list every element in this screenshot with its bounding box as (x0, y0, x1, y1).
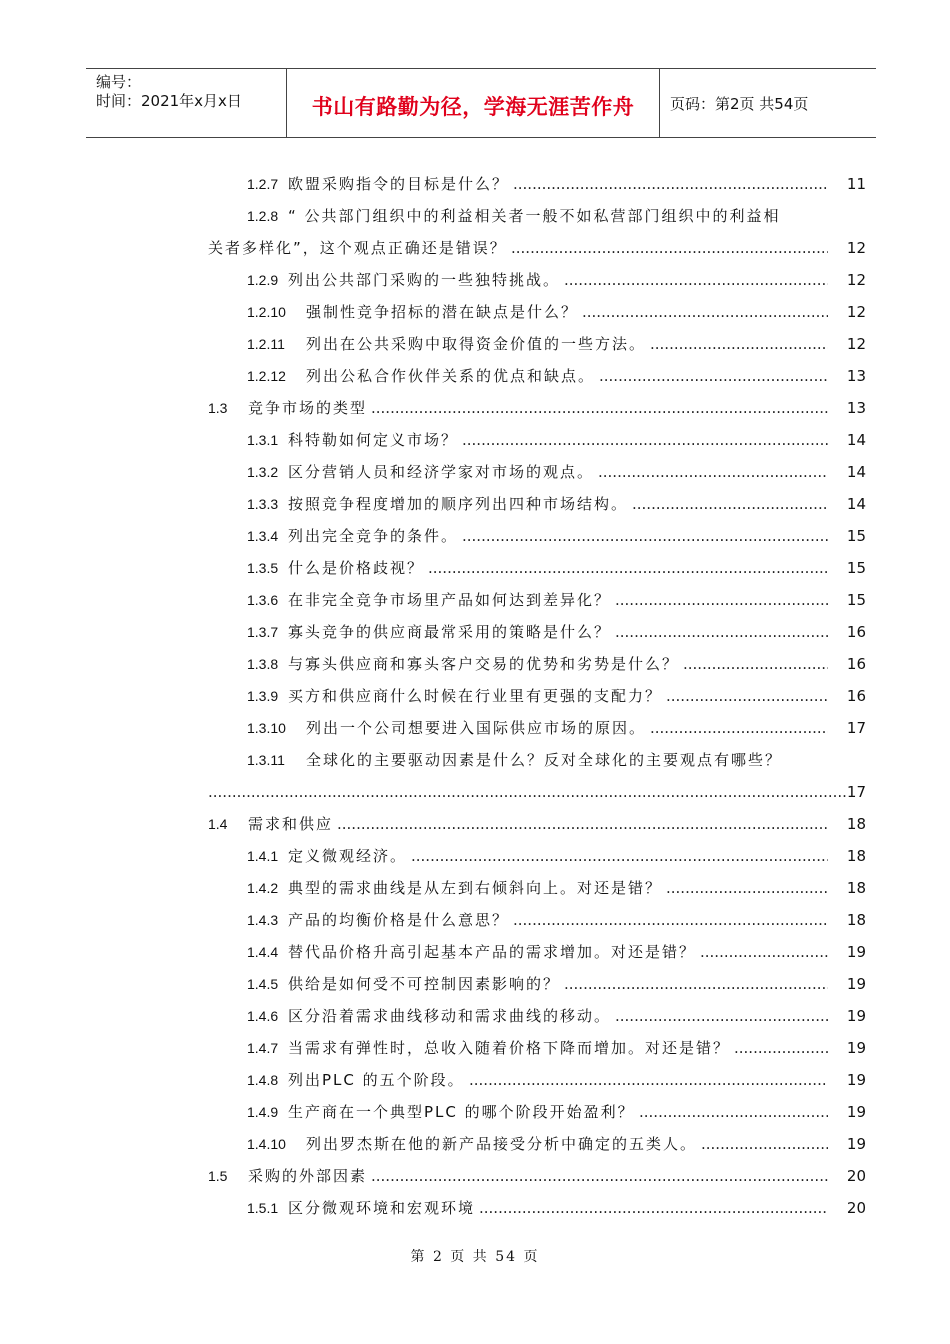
toc-entry[interactable] (0, 204, 950, 228)
toc-entry-number: 1.4.7 (247, 1040, 279, 1056)
toc-entry[interactable] (0, 1100, 950, 1124)
toc-entry[interactable] (0, 844, 950, 868)
toc-leader-dots (650, 716, 828, 740)
toc-entry[interactable] (0, 940, 950, 964)
toc-entry-title: 与寡头供应商和寡头客户交易的优势和劣势是什么？ (288, 655, 680, 673)
toc-entry-number: 1.4.10 (247, 1136, 286, 1152)
toc-entry-title: 列出公共部门采购的一些独特挑战。 (288, 271, 561, 289)
toc-leader-dots (428, 556, 828, 580)
toc-entry[interactable] (0, 620, 950, 644)
toc-entry-page: 19 (846, 1103, 866, 1121)
toc-entry-page: 15 (846, 559, 866, 577)
toc-entry[interactable] (0, 1196, 950, 1220)
toc-entry[interactable] (0, 1036, 950, 1060)
page-footer: 第 2 页 共 54 页 (410, 1249, 540, 1265)
toc-entry-number: 1.4.1 (247, 848, 279, 864)
toc-entry[interactable] (0, 300, 950, 324)
toc-entry[interactable] (0, 908, 950, 932)
toc-leader-dots (371, 396, 828, 420)
toc-entry-number: 1.3.8 (247, 656, 279, 672)
toc-entry-number: 1.3.10 (247, 720, 286, 736)
toc-entry-page: 13 (846, 367, 866, 385)
toc-entry[interactable] (0, 588, 950, 612)
toc-leader-dots (479, 1196, 828, 1220)
page-code: 页码：第2页 共54页 (670, 95, 809, 113)
toc-entry-title: 典型的需求曲线是从左到右倾斜向上。对还是错？ (288, 879, 663, 897)
toc-entry-page: 19 (846, 1135, 866, 1153)
toc-entry-page: 18 (846, 911, 866, 929)
toc-entry-title: 区分营销人员和经济学家对市场的观点。 (288, 463, 595, 481)
toc-entry-title: 生产商在一个典型PLC 的哪个阶段开始盈利？ (288, 1103, 635, 1121)
toc-entry-number: 1.5.1 (247, 1200, 279, 1216)
toc-entry[interactable] (0, 812, 950, 836)
toc-entry-title: 欧盟采购指令的目标是什么？ (288, 175, 510, 193)
toc-entry[interactable] (0, 716, 950, 740)
toc-entry-number: 1.3.2 (247, 464, 279, 480)
toc-entry-title: 竞争市场的类型 (248, 399, 368, 417)
toc-entry[interactable] (0, 268, 950, 292)
toc-leader-dots (462, 524, 828, 548)
toc-entry-page: 18 (846, 847, 866, 865)
toc-entry-number: 1.3 (208, 400, 228, 416)
toc-entry-number: 1.3.5 (247, 560, 279, 576)
toc-entry-page: 15 (846, 527, 866, 545)
toc-entry-title: 寡头竞争的供应商最常采用的策略是什么？ (288, 623, 612, 641)
time-label: 时间：2021年x月x日 (96, 92, 242, 110)
toc-entry-title: 需求和供应 (248, 815, 334, 833)
toc-entry-title: 在非完全竞争市场里产品如何达到差异化？ (288, 591, 612, 609)
toc-entry[interactable] (0, 876, 950, 900)
toc-entry-title: 买方和供应商什么时候在行业里有更强的支配力？ (288, 687, 663, 705)
toc-entry-page: 19 (846, 975, 866, 993)
toc-leader-dots (615, 588, 828, 612)
toc-entry[interactable] (0, 524, 950, 548)
toc-entry[interactable] (0, 332, 950, 356)
toc-entry-page: 16 (846, 687, 866, 705)
toc-entry-page: 12 (846, 335, 866, 353)
toc-entry[interactable] (0, 1004, 950, 1028)
toc-entry[interactable] (0, 1068, 950, 1092)
toc-entry[interactable] (0, 428, 950, 452)
toc-entry-title: 全球化的主要驱动因素是什么？反对全球化的主要观点有哪些？ (306, 751, 783, 769)
toc-entry[interactable] (0, 492, 950, 516)
toc-entry[interactable] (0, 364, 950, 388)
toc-entry[interactable] (0, 396, 950, 420)
toc-entry-title: 定义微观经济。 (288, 847, 408, 865)
toc-entry-page: 16 (846, 623, 866, 641)
toc-entry-title: 什么是价格歧视？ (288, 559, 425, 577)
toc-leader-dots (513, 908, 828, 932)
toc-entry-page: 14 (846, 431, 866, 449)
toc-entry-page: 11 (846, 175, 866, 193)
toc-entry-title: 强制性竞争招标的潜在缺点是什么？ (306, 303, 579, 321)
toc-leader-dots (650, 332, 828, 356)
motto-text: 书山有路勤为径，学海无涯苦作舟 (311, 95, 635, 119)
toc-entry-title: “ 公共部门组织中的利益相关者一般不如私营部门组织中的利益相 (288, 207, 781, 225)
toc-entry-number: 1.4 (208, 816, 228, 832)
toc-entry-number: 1.3.3 (247, 496, 279, 512)
header-motto-cell (287, 69, 660, 137)
toc-entry-title: 列出在公共采购中取得资金价值的一些方法。 (306, 335, 647, 353)
toc-entry-title: 区分微观环境和宏观环境 (288, 1199, 476, 1217)
toc-entry-title: 列出罗杰斯在他的新产品接受分析中确定的五类人。 (306, 1135, 698, 1153)
toc-entry-number: 1.2.8 (247, 208, 279, 224)
toc-leader-dots (371, 1164, 828, 1188)
toc-entry-page: 12 (846, 271, 866, 289)
toc-entry-title: 关者多样化”，这个观点正确还是错误？ (208, 239, 507, 257)
toc-entry-title: 当需求有弹性时，总收入随着价格下降而增加。对还是错？ (288, 1039, 731, 1057)
page-header (86, 68, 876, 138)
toc-leader-dots (511, 236, 828, 260)
toc-entry-page: 14 (846, 463, 866, 481)
toc-leader-dots (615, 620, 828, 644)
toc-entry-number: 1.2.10 (247, 304, 286, 320)
toc-entry-number: 1.3.4 (247, 528, 279, 544)
toc-entry[interactable] (0, 1164, 950, 1188)
toc-entry-title: 列出PLC 的五个阶段。 (288, 1071, 465, 1089)
toc-leader-dots (700, 940, 828, 964)
toc-entry-number: 1.3.11 (247, 752, 285, 768)
toc-entry-page: 17 (846, 719, 866, 737)
toc-entry-number: 1.2.11 (247, 336, 285, 352)
toc-entry-page: 14 (846, 495, 866, 513)
toc-entry-number: 1.2.9 (247, 272, 279, 288)
toc-entry-page: 20 (846, 1199, 866, 1217)
toc-entry-number: 1.3.6 (247, 592, 279, 608)
toc-leader-dots (639, 1100, 828, 1124)
toc-entry-page: 15 (846, 591, 866, 609)
toc-entry-page: 18 (846, 815, 866, 833)
toc-entry-title: 区分沿着需求曲线移动和需求曲线的移动。 (288, 1007, 612, 1025)
toc-entry-number: 1.4.6 (247, 1008, 279, 1024)
toc-leader-dots (513, 172, 828, 196)
toc-entry[interactable] (0, 684, 950, 708)
toc-leader-dots (666, 876, 828, 900)
toc-entry-number: 1.4.3 (247, 912, 279, 928)
toc-leader-dots (337, 812, 828, 836)
toc-entry-title: 列出一个公司想要进入国际供应市场的原因。 (306, 719, 647, 737)
toc-entry-page: 12 (846, 303, 866, 321)
toc-entry-page: 17 (846, 783, 866, 801)
toc-entry[interactable] (0, 1132, 950, 1156)
toc-entry-page: 19 (846, 1007, 866, 1025)
toc-entry[interactable] (0, 780, 950, 804)
toc-leader-dots (208, 780, 846, 804)
toc-entry-page: 19 (846, 1071, 866, 1089)
toc-entry[interactable] (0, 748, 950, 772)
toc-entry-number: 1.4.9 (247, 1104, 279, 1120)
toc-leader-dots (734, 1036, 828, 1060)
toc-leader-dots (582, 300, 828, 324)
toc-leader-dots (632, 492, 828, 516)
toc-leader-dots (701, 1132, 828, 1156)
toc-entry[interactable] (0, 972, 950, 996)
toc-leader-dots (411, 844, 828, 868)
toc-leader-dots (462, 428, 828, 452)
toc-leader-dots (683, 652, 828, 676)
toc-entry-number: 1.3.7 (247, 624, 279, 640)
toc-entry-page: 19 (846, 1039, 866, 1057)
toc-leader-dots (615, 1004, 828, 1028)
toc-entry-page: 18 (846, 879, 866, 897)
toc-entry-page: 16 (846, 655, 866, 673)
toc-entry-title: 按照竞争程度增加的顺序列出四种市场结构。 (288, 495, 629, 513)
toc-entry-number: 1.4.2 (247, 880, 279, 896)
toc-entry-page: 19 (846, 943, 866, 961)
toc-leader-dots (564, 268, 828, 292)
toc-entry-number: 1.4.8 (247, 1072, 279, 1088)
toc-entry[interactable] (0, 652, 950, 676)
header-meta-cell (86, 69, 287, 137)
toc-entry-number: 1.4.5 (247, 976, 279, 992)
toc-entry-number: 1.5 (208, 1168, 228, 1184)
toc-entry-title: 供给是如何受不可控制因素影响的？ (288, 975, 561, 993)
toc-entry-page: 13 (846, 399, 866, 417)
toc-entry-page: 20 (846, 1167, 866, 1185)
toc-entry-title: 列出完全竞争的条件。 (288, 527, 459, 545)
toc-leader-dots (599, 364, 828, 388)
toc-entry-number: 1.4.4 (247, 944, 279, 960)
toc-entry-number: 1.2.7 (247, 176, 279, 192)
toc-entry[interactable] (0, 236, 950, 260)
toc-entry[interactable] (0, 556, 950, 580)
code-label: 编号： (96, 73, 142, 91)
toc-entry-number: 1.3.1 (247, 432, 279, 448)
toc-entry-title: 科特勒如何定义市场？ (288, 431, 459, 449)
toc-leader-dots (469, 1068, 828, 1092)
header-page-cell (660, 69, 876, 137)
toc-entry-number: 1.3.9 (247, 688, 279, 704)
toc-leader-dots (564, 972, 828, 996)
toc-entry[interactable] (0, 460, 950, 484)
toc-leader-dots (666, 684, 828, 708)
toc-entry-number: 1.2.12 (247, 368, 286, 384)
toc-entry-title: 替代品价格升高引起基本产品的需求增加。对还是错？ (288, 943, 697, 961)
toc-leader-dots (598, 460, 828, 484)
toc-entry-title: 采购的外部因素 (248, 1167, 368, 1185)
toc-entry-page: 12 (846, 239, 866, 257)
toc-entry-title: 产品的均衡价格是什么意思？ (288, 911, 510, 929)
toc-entry-title: 列出公私合作伙伴关系的优点和缺点。 (306, 367, 596, 385)
toc-entry[interactable] (0, 172, 950, 196)
